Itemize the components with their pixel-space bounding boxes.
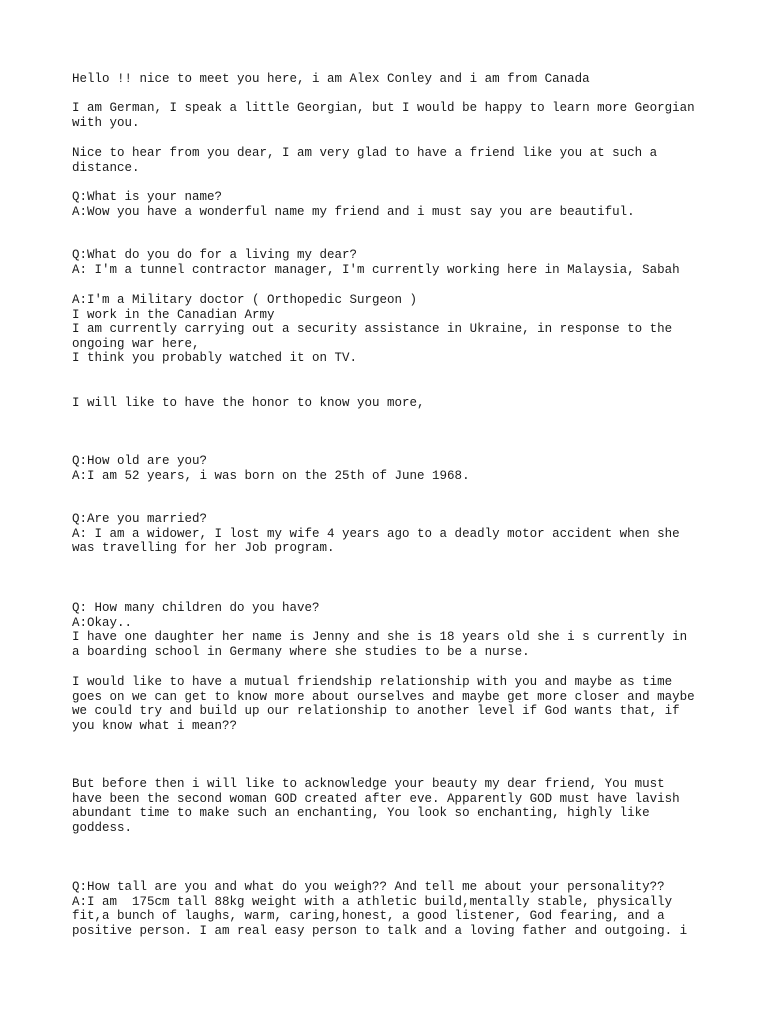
paragraph-age-qa: Q:How old are you? A:I am 52 years, i was born on the 25th of June 1968. bbox=[72, 454, 470, 483]
paragraph-language: I am German, I speak a little Georgian, but I would be happy to learn more Georgian with you. bbox=[72, 101, 695, 130]
paragraph-beauty: But before then i will like to acknowledge your beauty my dear friend, You must have been the second woman GOD created after eve. Apparently GOD must have lavish abundant time to make such an enchanting, You look so enchanting, highly like goddess. bbox=[72, 777, 680, 835]
paragraph-children-qa: Q: How many children do you have? A:Okay.. I have one daughter her name is Jenny and she is 18 years old she i s currently in a boarding school in Germany where she studies to be a nurse. bbox=[72, 601, 688, 659]
paragraph-living-qa: Q:What do you do for a living my dear? A: I'm a tunnel contractor manager, I'm currently working here in Malaysia, Sabah bbox=[72, 248, 680, 277]
paragraph-greeting: Hello !! nice to meet you here, i am Alex Conley and i am from Canada bbox=[72, 72, 590, 86]
paragraph-military-doctor: A:I'm a Military doctor ( Orthopedic Surgeon ) I work in the Canadian Army I am currently carrying out a security assistance in Ukraine, in response to the ongoing war here, I think you probably watched it on TV. bbox=[72, 293, 673, 366]
paragraph-name-qa: Q:What is your name? A:Wow you have a wonderful name my friend and i must say you are beautiful. bbox=[72, 190, 635, 219]
paragraph-friendship: I would like to have a mutual friendship relationship with you and maybe as time goes on we can get to know more about ourselves and maybe get more closer and maybe we could try and build up our relationship to another level if God wants that, if you know what i mean?? bbox=[72, 675, 695, 733]
paragraph-nice-to-hear: Nice to hear from you dear, I am very glad to have a friend like you at such a distance. bbox=[72, 146, 658, 175]
paragraph-married-qa: Q:Are you married? A: I am a widower, I lost my wife 4 years ago to a deadly motor accident when she was travelling for her Job program. bbox=[72, 512, 680, 556]
paragraph-height-qa: Q:How tall are you and what do you weigh?? And tell me about your personality?? A:I am 175cm tall 88kg weight with a athletic build,mentally stable, physically fit,a bunch of laughs, warm, caring,honest, a good listener, God fearing, and a positive person. I am real easy person to talk and a loving father and outgoing. i bbox=[72, 880, 688, 938]
paragraph-honor: I will like to have the honor to know you more, bbox=[72, 396, 425, 410]
